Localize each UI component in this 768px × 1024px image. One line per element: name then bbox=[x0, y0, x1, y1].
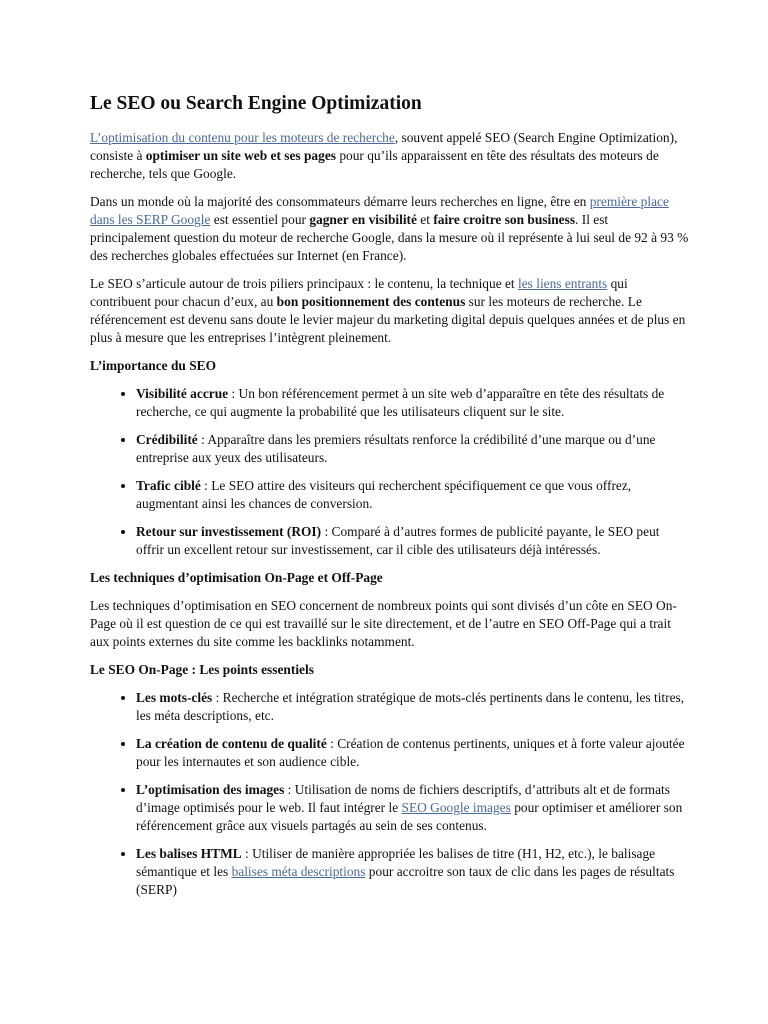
heading-importance: L’importance du SEO bbox=[90, 358, 216, 373]
list-item: • L’optimisation des images : Utilisation de noms de fichiers descriptifs, d’attributs alt et de formats d’image optimisés pour le web. Il faut intégrer le SEO Google images pour optimiser et améliorer son référencement grâce aux visuels partagés au sein de ses contenus. bbox=[136, 781, 690, 835]
paragraph-serp: Dans un monde où la majorité des consommateurs démarre leurs recherches en ligne, être en première place dans les SERP Google est essentiel pour gagner en visibilité et faire croitre son business. Il est principalement question du moteur de recherche Google, dans la mesure où il représente à lui seul de 92 à 93 % des recherches globales effectuées sur Internet (en France). bbox=[90, 194, 689, 263]
page-title: Le SEO ou Search Engine Optimization bbox=[90, 93, 422, 114]
link-premiere-place-serp[interactable]: première place dans les SERP Google bbox=[90, 194, 669, 227]
paragraph-piliers: Le SEO s’articule autour de trois piliers principaux : le contenu, la technique et les liens entrants qui contribuent pour chacun d’eux, au bon positionnement des contenus sur les moteurs de recherche. Le référencement est devenu sans doute le levier majeur du marketing digital depuis quelques années et de plus en plus à mesure que les entreprises l’intègrent pleinement. bbox=[90, 276, 686, 345]
intro-paragraph: L’optimisation du contenu pour les moteurs de recherche, souvent appelé SEO (Search Engine Optimization), consiste à optimiser un site web et ses pages pour qu’ils apparaissent en tête des résultats des moteurs de recherche, tels que Google. bbox=[90, 130, 678, 181]
heading-techniques: Les techniques d’optimisation On-Page et Off-Page bbox=[90, 570, 383, 585]
onpage-list bbox=[90, 689, 690, 899]
link-balises-meta-descriptions[interactable]: balises méta descriptions bbox=[231, 864, 366, 879]
paragraph-techniques: Les techniques d’optimisation en SEO concernent de nombreux points qui sont divisés d’un côte en SEO On-Page où il est question de ce qui est travaillé sur le site directement, et de l’autre en SEO Off-Page qui a trait aux points externes du site comme les backlinks notamment. bbox=[90, 598, 677, 649]
list-item: • La création de contenu de qualité : Création de contenus pertinents, uniques et à forte valeur ajoutée pour les internautes et son audience cible. bbox=[136, 735, 690, 771]
list-item: • Les mots-clés : Recherche et intégration stratégique de mots-clés pertinents dans le contenu, les titres, les méta descriptions, etc. bbox=[136, 689, 690, 725]
list-item: • Les balises HTML : Utiliser de manière appropriée les balises de titre (H1, H2, etc.), le balisage sémantique et les balises méta descriptions pour accroitre son taux de clic dans les pages de résultats (SERP) bbox=[136, 845, 690, 899]
link-liens-entrants[interactable]: les liens entrants bbox=[518, 276, 608, 291]
link-seo-google-images[interactable]: SEO Google images bbox=[401, 800, 511, 815]
document-page bbox=[90, 92, 690, 909]
link-optimisation-contenu[interactable]: L’optimisation du contenu pour les moteurs de recherche bbox=[90, 130, 395, 145]
importance-list bbox=[90, 385, 690, 559]
list-item: • Retour sur investissement (ROI) : Comparé à d’autres formes de publicité payante, le SEO peut offrir un excellent retour sur investissement, car il cible des utilisateurs déjà intéressés. bbox=[136, 523, 690, 559]
list-item: • Crédibilité : Apparaître dans les premiers résultats renforce la crédibilité d’une marque ou d’une entreprise aux yeux des utilisateurs. bbox=[136, 431, 690, 467]
heading-onpage: Le SEO On-Page : Les points essentiels bbox=[90, 662, 314, 677]
list-item: • Trafic ciblé : Le SEO attire des visiteurs qui recherchent spécifiquement ce que vous offrez, augmentant ainsi les chances de conversion. bbox=[136, 477, 690, 513]
list-item: • Visibilité accrue : Un bon référencement permet à un site web d’apparaître en tête des résultats de recherche, ce qui augmente la probabilité que les utilisateurs cliquent sur le site. bbox=[136, 385, 690, 421]
